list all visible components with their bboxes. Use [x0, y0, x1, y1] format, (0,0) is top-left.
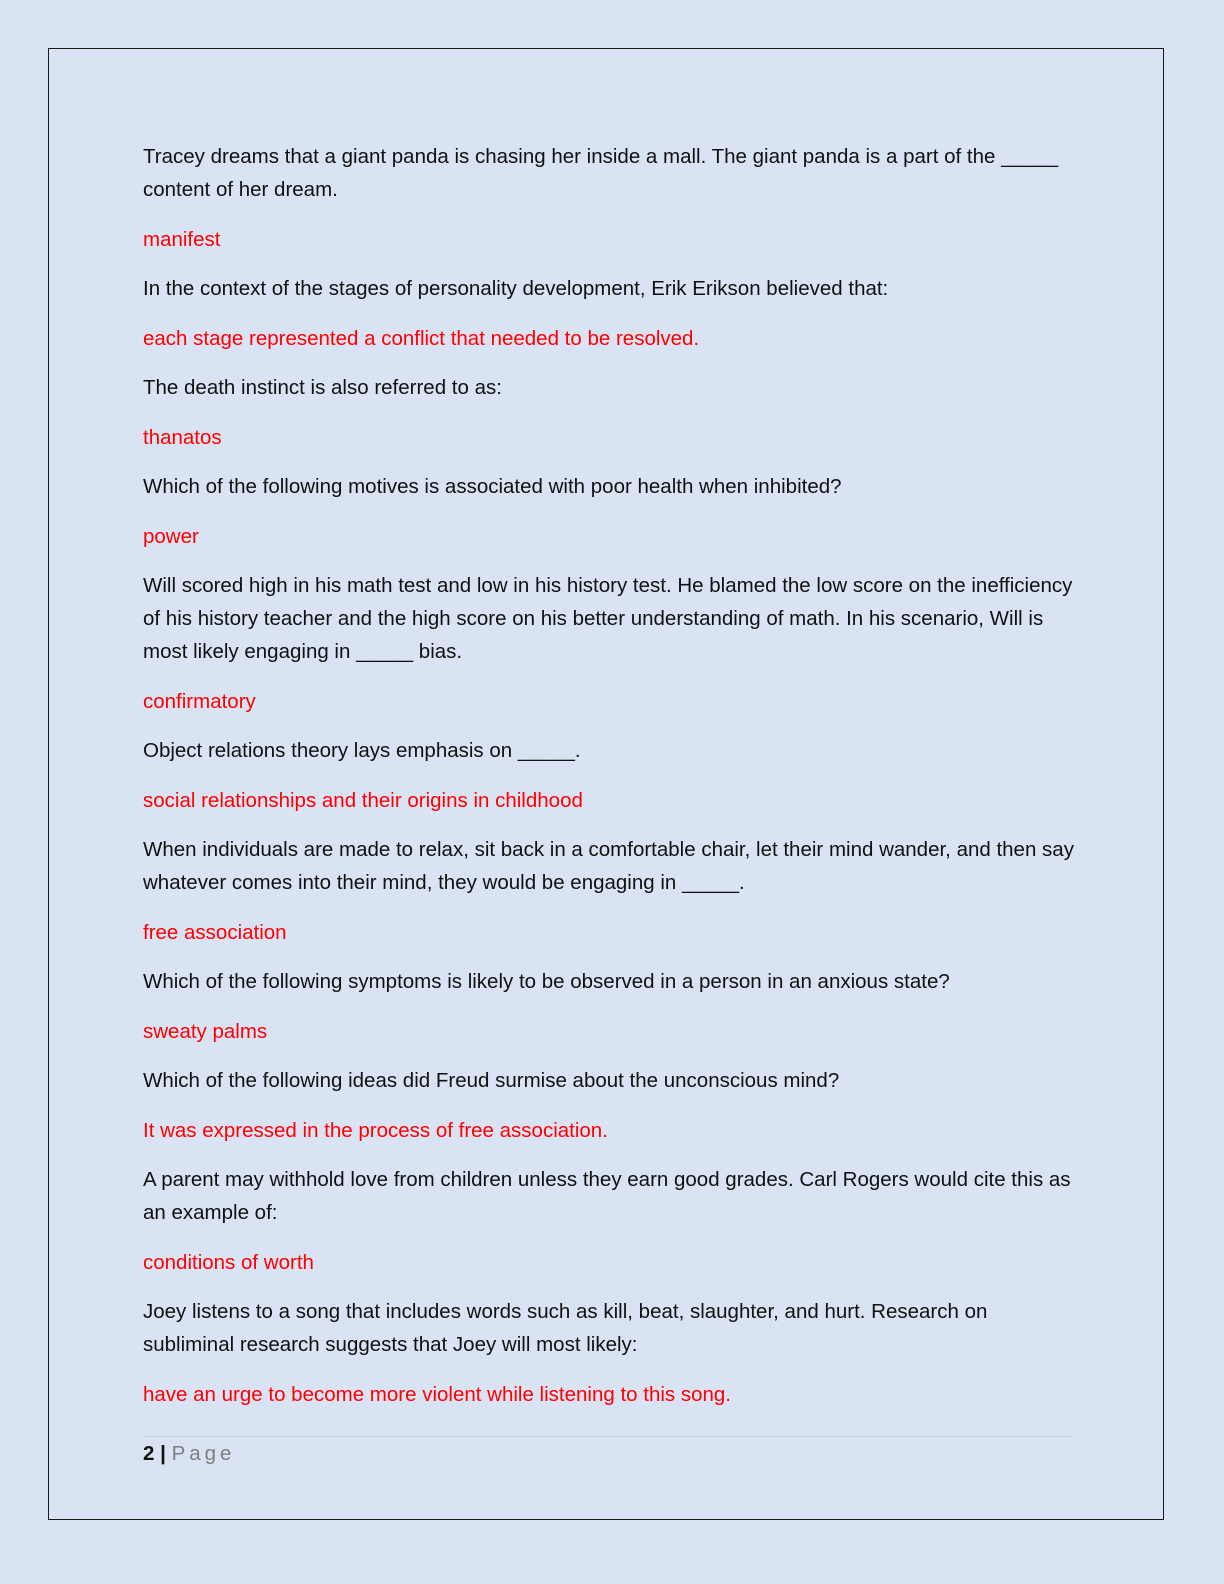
- answer-7: free association: [143, 920, 287, 944]
- answer-9: It was expressed in the process of free association.: [143, 1118, 608, 1142]
- question-8: Which of the following symptoms is likely to be observed in a person in an anxious state?: [143, 970, 950, 993]
- question-11: Joey listens to a song that includes words such as kill, beat, slaughter, and hurt. Research on subliminal research suggests that Joey will most likely:: [143, 1300, 988, 1356]
- question-9: Which of the following ideas did Freud surmise about the unconscious mind?: [143, 1069, 840, 1092]
- page-footer: [143, 1440, 235, 1468]
- page-number: 2: [143, 1442, 155, 1465]
- document-body: [143, 140, 1083, 1427]
- question-5: Will scored high in his math test and low in his history test. He blamed the low score on the inefficiency of his history teacher and the high score on his better understanding of math. In his scenario, Will is most likely engaging in _____ bias.: [143, 574, 1073, 663]
- answer-1: manifest: [143, 227, 221, 251]
- question-6: Object relations theory lays emphasis on _____.: [143, 739, 581, 762]
- footer-separator: |: [160, 1442, 166, 1465]
- question-2: In the context of the stages of personality development, Erik Erikson believed that:: [143, 277, 889, 300]
- answer-8: sweaty palms: [143, 1019, 268, 1043]
- qa-list: [143, 140, 1083, 1411]
- answer-3: thanatos: [143, 425, 222, 449]
- question-3: The death instinct is also referred to as:: [143, 376, 502, 399]
- answer-4: power: [143, 524, 199, 548]
- answer-2: each stage represented a conflict that needed to be resolved.: [143, 326, 700, 350]
- answer-6: social relationships and their origins in childhood: [143, 788, 583, 812]
- question-7: When individuals are made to relax, sit back in a comfortable chair, let their mind wander, and then say whatever comes into their mind, they would be engaging in _____.: [143, 838, 1074, 894]
- footer-divider: [143, 1436, 1073, 1437]
- question-4: Which of the following motives is associated with poor health when inhibited?: [143, 475, 842, 498]
- question-1: Tracey dreams that a giant panda is chasing her inside a mall. The giant panda is a part of the _____ content of her dream.: [143, 145, 1059, 201]
- answer-10: conditions of worth: [143, 1250, 314, 1274]
- question-10: A parent may withhold love from children unless they earn good grades. Carl Rogers would cite this as an example of:: [143, 1168, 1071, 1224]
- answer-11: have an urge to become more violent while listening to this song.: [143, 1382, 732, 1406]
- page-label: Page: [171, 1442, 236, 1465]
- answer-5: confirmatory: [143, 689, 256, 713]
